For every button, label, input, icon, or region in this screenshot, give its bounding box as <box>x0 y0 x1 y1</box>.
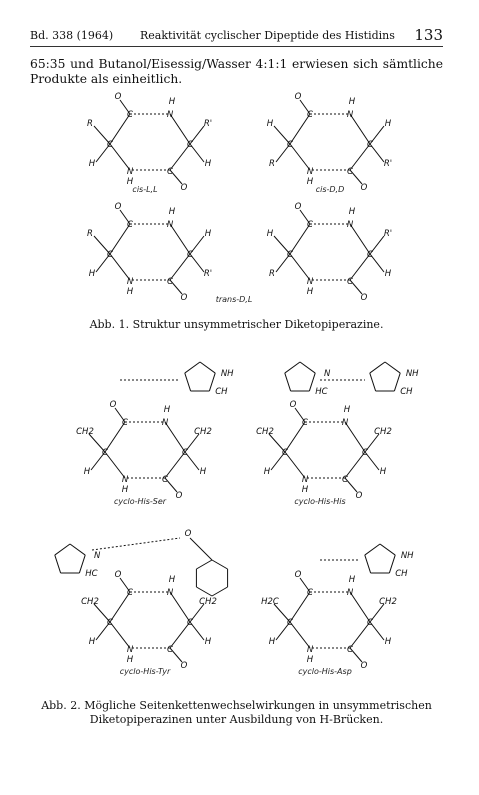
ring-carbon: C <box>347 277 353 287</box>
ring-carbon: C <box>102 448 108 458</box>
ring-carbon: C <box>182 448 188 458</box>
carbonyl-bond <box>300 210 310 224</box>
imidazole-atom: CH <box>400 386 413 397</box>
ring-nitrogen: N <box>161 418 169 428</box>
oxygen-atom: O <box>184 529 192 539</box>
substituent-bond <box>365 452 379 470</box>
oxygen-atom: O <box>294 202 302 212</box>
substituent-label: R' <box>383 229 393 239</box>
imidazole-bond <box>55 555 61 573</box>
carbonyl-bond <box>120 100 130 114</box>
hydrogen-atom: H <box>126 287 134 297</box>
ring-carbon: C <box>167 645 173 655</box>
substituent-label: R' <box>383 159 393 169</box>
ring-nitrogen: N <box>121 475 129 485</box>
carbonyl-bond <box>300 100 310 114</box>
imidazole-bond <box>70 544 85 555</box>
substituent-bond <box>370 236 384 254</box>
imidazole-bond <box>55 544 70 555</box>
ring-carbon: C <box>287 250 293 260</box>
carbonyl-bond <box>165 478 177 492</box>
ring-nitrogen: N <box>301 475 309 485</box>
oxygen-atom: O <box>355 491 363 501</box>
page-number: 133 <box>414 26 443 44</box>
ring-carbon: C <box>302 418 308 428</box>
substituent-label: CH2 <box>194 427 212 437</box>
ring-nitrogen: N <box>346 110 354 120</box>
imidazole-bond <box>370 362 385 373</box>
substituent-label: R' <box>203 269 213 279</box>
substituent-bond <box>96 144 110 162</box>
imidazole-atom: N <box>94 551 101 562</box>
hydrogen-bond <box>92 538 180 550</box>
hydrogen-atom: H <box>168 97 176 107</box>
ring-nitrogen: N <box>126 277 134 287</box>
hydrogen-atom: H <box>121 485 129 495</box>
imidazole-atom: N <box>324 369 331 380</box>
hydrogen-atom: H <box>348 207 356 217</box>
oxygen-atom: O <box>180 293 188 303</box>
substituent-bond <box>276 144 290 162</box>
imidazole-bond <box>285 362 300 373</box>
substituent-label: R <box>269 269 275 279</box>
carbonyl-bond <box>115 408 125 422</box>
ring-nitrogen: N <box>306 167 314 177</box>
substituent-label: H <box>199 467 207 477</box>
running-header <box>30 26 443 44</box>
oxygen-atom: O <box>114 570 122 580</box>
phenyl-bond <box>212 587 228 596</box>
imidazole-atom: CH <box>395 568 408 579</box>
substituent-bond <box>271 452 285 470</box>
ring-carbon: C <box>367 618 373 628</box>
oxygen-atom: O <box>294 570 302 580</box>
ring-nitrogen: N <box>166 110 174 120</box>
hydrogen-atom: H <box>126 655 134 665</box>
substituent-bond <box>96 254 110 272</box>
ring-carbon: C <box>347 167 353 177</box>
imidazole-atom: NH <box>220 369 234 380</box>
substituent-bond <box>190 236 204 254</box>
hydrogen-atom: H <box>306 655 314 665</box>
substituent-bond <box>185 452 199 470</box>
substituent-bond <box>190 254 204 272</box>
substituent-bond <box>94 126 110 144</box>
ring-nitrogen: N <box>346 220 354 230</box>
substituent-bond <box>190 126 204 144</box>
ring-nitrogen: N <box>341 418 349 428</box>
ring-nitrogen: N <box>346 588 354 598</box>
ring-nitrogen: N <box>166 220 174 230</box>
hydrogen-atom: H <box>168 207 176 217</box>
substituent-label: CH2 <box>379 597 397 607</box>
ring-carbon: C <box>367 140 373 150</box>
oxygen-atom: O <box>109 400 117 410</box>
substituent-label: H <box>379 467 387 477</box>
ring-carbon: C <box>307 110 313 120</box>
substituent-bond <box>276 622 290 640</box>
substituent-label: R' <box>203 119 213 129</box>
substituent-label: CH2 <box>81 597 99 607</box>
imidazole-atom: CH <box>215 386 228 397</box>
carbonyl-bond <box>345 478 357 492</box>
oxygen-atom: O <box>360 661 368 671</box>
substituent-bond <box>276 254 290 272</box>
hydrogen-atom: H <box>163 405 171 415</box>
carbonyl-bond <box>120 210 130 224</box>
imidazole-bond <box>300 362 315 373</box>
substituent-bond <box>370 144 384 162</box>
oxygen-atom: O <box>180 661 188 671</box>
hydrogen-atom: H <box>306 177 314 187</box>
oxygen-atom: O <box>360 183 368 193</box>
figure-1-drawing <box>30 92 443 314</box>
imidazole-bond <box>365 555 371 573</box>
substituent-label: H <box>83 467 91 477</box>
carbonyl-bond <box>120 578 130 592</box>
substituent-label: CH2 <box>199 597 217 607</box>
ring-nitrogen: N <box>166 588 174 598</box>
imidazole-bond <box>185 362 200 373</box>
substituent-label: CH2 <box>374 427 392 437</box>
journal-volume: Bd. 338 (1964) <box>30 29 114 42</box>
substituent-label: H <box>88 269 96 279</box>
hydrogen-atom: H <box>343 405 351 415</box>
ring-carbon: C <box>167 167 173 177</box>
imidazole-atom: HC <box>85 568 98 579</box>
substituent-bond <box>370 622 384 640</box>
hydrogen-atom: H <box>126 177 134 187</box>
figure-2-caption: Abb. 2. Mögliche Seitenkettenwechselwirkungen in unsymmetrischen Diketopiperazinen unter Ausbildung von H-Brücken. <box>41 699 432 726</box>
imidazole-atom: NH <box>405 369 419 380</box>
ring-carbon: C <box>287 140 293 150</box>
substituent-label: H <box>384 119 392 129</box>
ring-carbon: C <box>127 588 133 598</box>
substituent-label: H <box>204 637 212 647</box>
oxygen-atom: O <box>180 183 188 193</box>
hydrogen-atom: H <box>301 485 309 495</box>
oxygen-atom: O <box>360 293 368 303</box>
imidazole-atom: HC <box>315 386 328 397</box>
imidazole-bond <box>185 373 191 391</box>
substituent-label: H <box>266 229 274 239</box>
substituent-label: H <box>268 637 276 647</box>
substituent-bond <box>96 622 110 640</box>
ring-carbon: C <box>107 618 113 628</box>
hydrogen-atom: H <box>348 575 356 585</box>
figure-1 <box>30 92 443 314</box>
substituent-bond <box>370 254 384 272</box>
carbonyl-bond <box>295 408 305 422</box>
structure-label-his-his: cyclo-His-His <box>294 497 346 506</box>
substituent-bond <box>370 126 384 144</box>
substituent-label: H <box>384 637 392 647</box>
substituent-label: H <box>204 159 212 169</box>
ring-carbon: C <box>287 618 293 628</box>
structure-label-trans-dl: trans-D,L <box>215 295 253 304</box>
substituent-label: CH2 <box>256 427 274 437</box>
ring-carbon: C <box>127 220 133 230</box>
ring-carbon: C <box>347 645 353 655</box>
ring-nitrogen: N <box>126 167 134 177</box>
substituent-label: H <box>266 119 274 129</box>
phenyl-bond <box>212 560 228 569</box>
substituent-label: CH2 <box>76 427 94 437</box>
ring-carbon: C <box>127 110 133 120</box>
ring-carbon: C <box>307 588 313 598</box>
phenyl-oxygen-bond <box>190 538 212 560</box>
carbonyl-bond <box>170 280 182 294</box>
structure-label-cis-dd: cis-D,D <box>315 185 345 194</box>
substituent-bond <box>190 144 204 162</box>
hydrogen-atom: H <box>168 575 176 585</box>
carbonyl-bond <box>350 170 362 184</box>
substituent-label: H2C <box>261 597 279 607</box>
oxygen-atom: O <box>175 491 183 501</box>
ring-carbon: C <box>187 140 193 150</box>
carbonyl-bond <box>170 170 182 184</box>
figure-2 <box>30 360 443 690</box>
substituent-label: H <box>88 637 96 647</box>
substituent-label: R <box>87 119 93 129</box>
figure-2-drawing <box>30 360 443 690</box>
imidazole-bond <box>365 544 380 555</box>
ring-carbon: C <box>362 448 368 458</box>
substituent-bond <box>94 236 110 254</box>
ring-nitrogen: N <box>306 277 314 287</box>
carbonyl-bond <box>300 578 310 592</box>
carbonyl-bond <box>350 648 362 662</box>
substituent-label: H <box>88 159 96 169</box>
ring-carbon: C <box>122 418 128 428</box>
phenyl-bond <box>196 587 212 596</box>
hydrogen-atom: H <box>306 287 314 297</box>
ring-carbon: C <box>187 250 193 260</box>
substituent-bond <box>274 126 290 144</box>
ring-carbon: C <box>367 250 373 260</box>
ring-carbon: C <box>107 250 113 260</box>
oxygen-atom: O <box>289 400 297 410</box>
substituent-label: H <box>263 467 271 477</box>
ring-nitrogen: N <box>306 645 314 655</box>
imidazole-bond <box>200 362 215 373</box>
substituent-label: R <box>87 229 93 239</box>
imidazole-bond <box>385 362 400 373</box>
body-paragraph: 65:35 und Butanol/Eisessig/Wasser 4:1:1 erwiesen sich sämtliche Produkte als einheitlich. <box>30 57 443 86</box>
ring-carbon: C <box>187 618 193 628</box>
imidazole-bond <box>380 544 395 555</box>
substituent-label: H <box>204 229 212 239</box>
figure-1-caption: Abb. 1. Struktur unsymmetrischer Diketopiperazine. <box>89 318 384 331</box>
ring-carbon: C <box>282 448 288 458</box>
substituent-bond <box>91 452 105 470</box>
ring-carbon: C <box>307 220 313 230</box>
ring-nitrogen: N <box>126 645 134 655</box>
ring-carbon: C <box>167 277 173 287</box>
structure-label-his-asp: cyclo-His-Asp <box>298 667 352 676</box>
carbonyl-bond <box>170 648 182 662</box>
oxygen-atom: O <box>114 202 122 212</box>
ring-carbon: C <box>162 475 168 485</box>
structure-label-cis-ll: cis-L,L <box>132 185 158 194</box>
structure-label-his-ser: cyclo-His-Ser <box>113 497 167 506</box>
phenyl-bond <box>196 560 212 569</box>
imidazole-bond <box>285 373 291 391</box>
substituent-label: R <box>269 159 275 169</box>
running-title: Reaktivität cyclischer Dipeptide des Histidins <box>140 29 395 42</box>
oxygen-atom: O <box>294 92 302 102</box>
imidazole-bond <box>370 373 376 391</box>
ring-carbon: C <box>107 140 113 150</box>
carbonyl-bond <box>350 280 362 294</box>
header-rule <box>30 46 443 47</box>
oxygen-atom: O <box>114 92 122 102</box>
substituent-bond <box>190 622 204 640</box>
hydrogen-atom: H <box>348 97 356 107</box>
substituent-label: H <box>384 269 392 279</box>
substituent-bond <box>274 236 290 254</box>
ring-carbon: C <box>342 475 348 485</box>
imidazole-atom: NH <box>400 551 414 562</box>
structure-label-his-tyr: cyclo-His-Tyr <box>119 667 171 676</box>
